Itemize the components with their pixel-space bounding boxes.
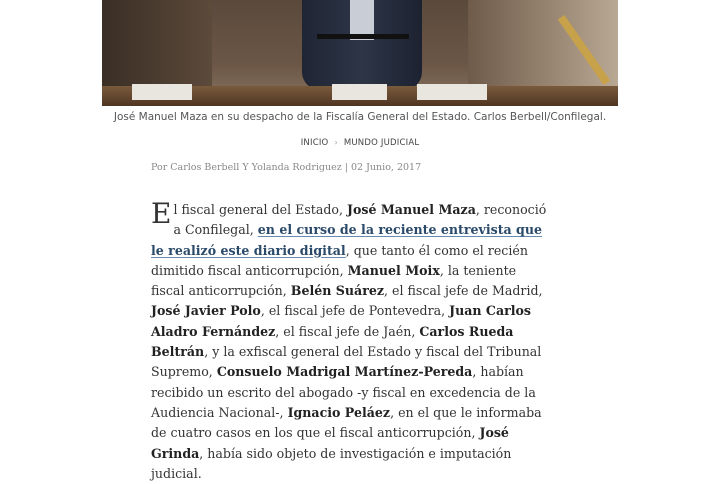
article-text: , y la exfiscal general del Estado y fiscal del Tribunal Supremo, xyxy=(151,344,542,380)
photo-paper xyxy=(132,84,192,100)
person-name: Consuelo Madrigal Martínez-Pereda xyxy=(216,364,473,380)
article-text: , la teniente fiscal anticorrupción, xyxy=(151,262,517,299)
person-name: Juan Carlos Aladro Fernández xyxy=(151,303,532,339)
article-text: l fiscal general del Estado, xyxy=(173,202,347,217)
person-name: José Manuel Maza xyxy=(347,202,476,217)
breadcrumb-section-link[interactable]: MUNDO JUDICIAL xyxy=(343,138,420,148)
article-text: , que tanto él como el recién dimitido fiscal anticorrupción, xyxy=(151,242,528,278)
breadcrumb-chevron-icon: › xyxy=(334,138,338,147)
breadcrumb xyxy=(0,138,720,148)
person-name: Belén Suárez xyxy=(290,283,385,299)
interview-link[interactable]: en el curso de la reciente entrevista que le realizó este diario digital xyxy=(151,222,543,258)
article-text: , reconoció a Confilegal, xyxy=(173,202,547,238)
photo-paper xyxy=(332,84,387,100)
person-name: Manuel Moix xyxy=(347,262,440,278)
article-text: , había sido objeto de investigación e imputación judicial. xyxy=(151,445,512,481)
drop-cap: E xyxy=(151,197,172,230)
article-byline: Por Carlos Berbell Y Yolanda Rodriguez | 02 Junio, 2017 xyxy=(151,162,422,173)
person-name: José Grinda xyxy=(151,425,509,461)
article-text: , el fiscal jefe de Madrid, xyxy=(384,283,543,299)
breadcrumb-home-link[interactable]: INICIO xyxy=(300,138,329,148)
photo-paper xyxy=(417,84,487,100)
person-name: Ignacio Peláez xyxy=(287,404,391,420)
article-text: , el fiscal jefe de Pontevedra, xyxy=(260,303,450,319)
article-photo xyxy=(102,0,618,106)
article-body xyxy=(151,197,551,484)
article-paragraph xyxy=(151,197,551,484)
article-text: , habían recibido un escrito del abogado -y fiscal en excedencia de la Audiencia Nacional-, xyxy=(151,364,536,420)
photo-person xyxy=(317,34,409,39)
article-text: , el fiscal jefe de Jaén, xyxy=(275,323,420,339)
person-name: Carlos Rueda Beltrán xyxy=(151,323,514,360)
photo-caption: José Manuel Maza en su despacho de la Fiscalía General del Estado. Carlos Berbell/Confilegal. xyxy=(113,111,607,123)
person-name: José Javier Polo xyxy=(151,303,261,319)
article-text: , en el que le informaba de cuatro casos en los que el fiscal anticorrupción, xyxy=(151,404,542,441)
